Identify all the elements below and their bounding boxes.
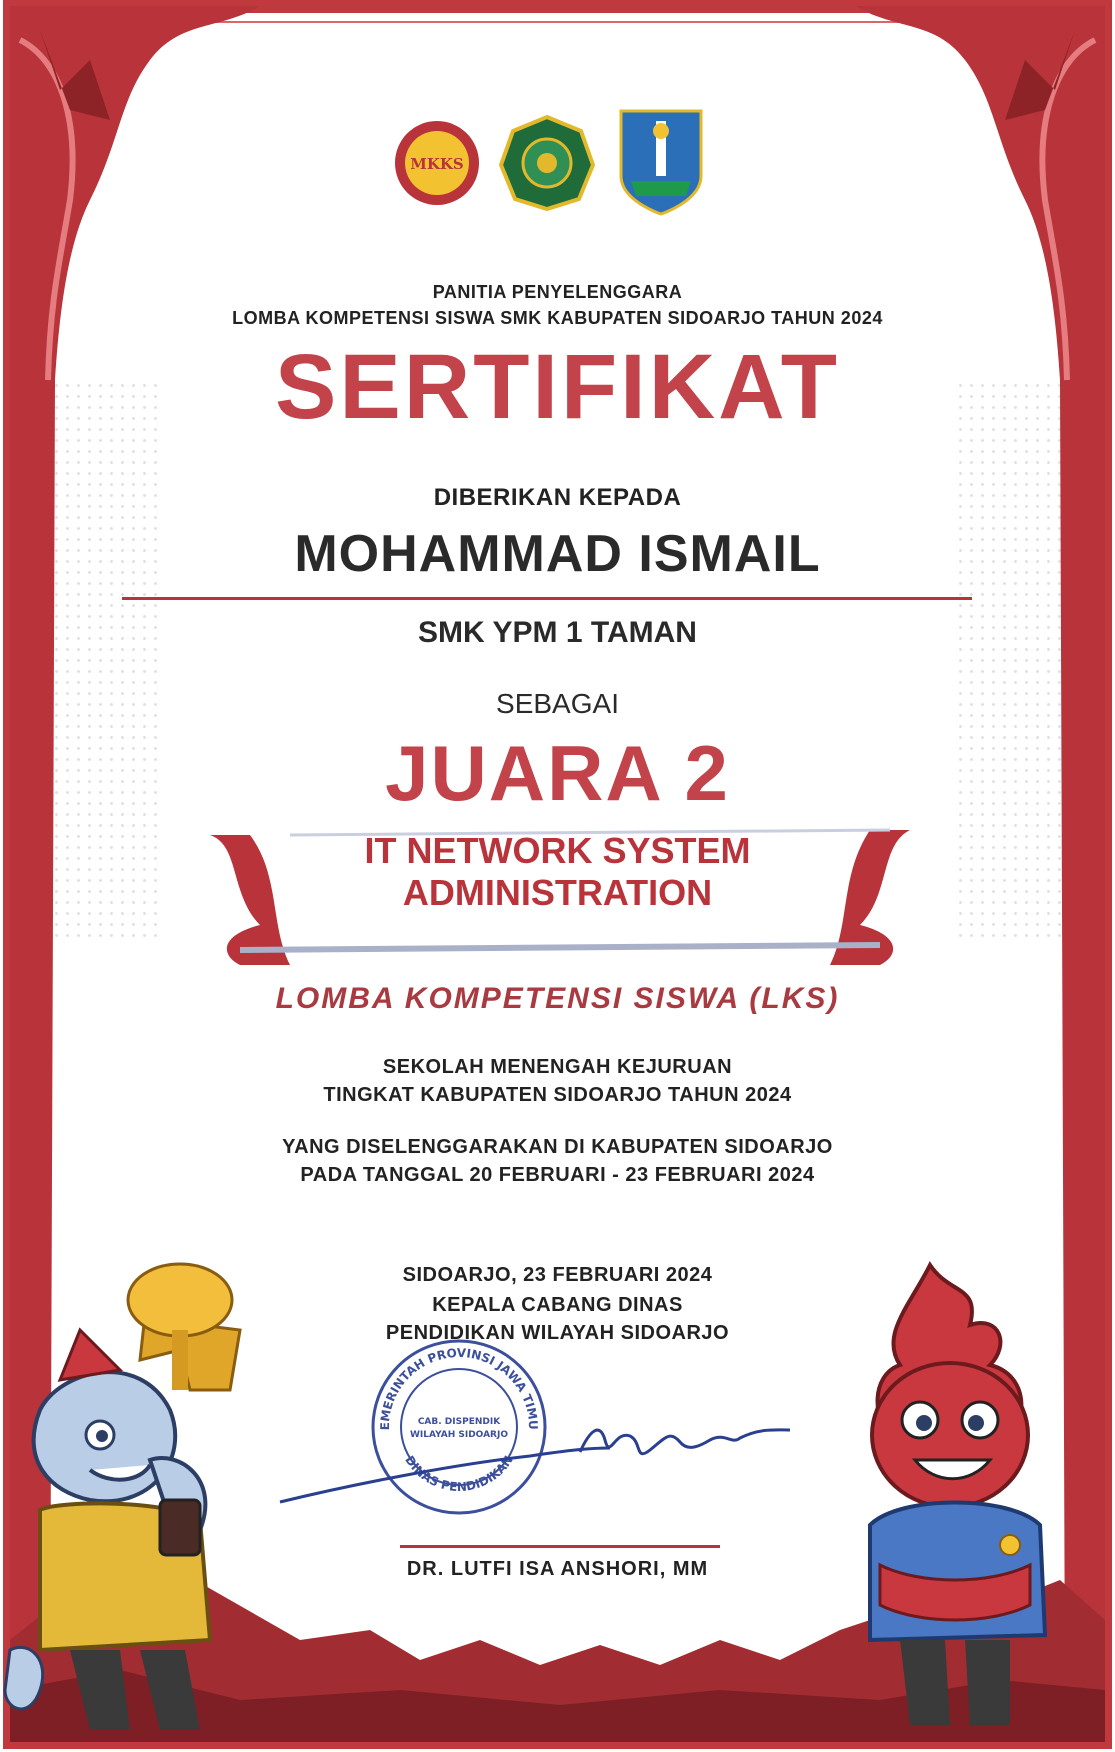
as-label: SEBAGAI — [496, 688, 619, 719]
stamp-center-2: WILAYAH SIDOARJO — [409, 1430, 509, 1440]
stamp-ring-bottom: DINAS PENDIDIKAN — [402, 1453, 516, 1495]
stamp-center-1: CAB. DISPENDIK — [417, 1417, 501, 1427]
mkks-logo-text: MKKS — [410, 155, 464, 173]
signature-line — [400, 1545, 720, 1548]
certificate-title: SERTIFIKAT — [275, 336, 840, 438]
stamp-ring-top: EMERINTAH PROVINSI JAWA TIMU — [377, 1345, 541, 1431]
venue-line-2: PADA TANGGAL 20 FEBRUARI - 23 FEBRUARI 2024 — [300, 1164, 815, 1186]
mascot-red-illustration — [840, 1255, 1080, 1725]
venue-line-1: YANG DISELENGGARAKAN DI KABUPATEN SIDOARJO — [282, 1136, 833, 1158]
organizer-line-1: PANITIA PENYELENGGARA — [432, 282, 683, 302]
field-line-1: IT NETWORK SYSTEM — [364, 830, 751, 871]
place-date: SIDOARJO, 23 FEBRUARI 2024 — [402, 1264, 713, 1286]
level-line-2: TINGKAT KABUPATEN SIDOARJO TAHUN 2024 — [323, 1084, 792, 1106]
field-line-2: ADMINISTRATION — [402, 872, 713, 913]
signer-title-line-2: PENDIDIKAN WILAYAH SIDOARJO — [385, 1322, 730, 1344]
school-name: SMK YPM 1 TAMAN — [418, 616, 697, 649]
recipient-name: MOHAMMAD ISMAIL — [294, 525, 821, 583]
name-underline — [122, 597, 972, 600]
competition-name: LOMBA KOMPETENSI SISWA (LKS) — [275, 982, 840, 1015]
signer-title-line-1: KEPALA CABANG DINAS — [432, 1294, 683, 1316]
signature-scribble — [270, 1390, 830, 1530]
level-line-1: SEKOLAH MENENGAH KEJURUAN — [382, 1056, 733, 1078]
jatim-logo — [616, 106, 706, 216]
rank-title: JUARA 2 — [385, 729, 730, 817]
signer-name: DR. LUTFI ISA ANSHORI, MM — [406, 1558, 709, 1580]
given-to-label: DIBERIKAN KEPADA — [433, 484, 682, 511]
organizer-line-2: LOMBA KOMPETENSI SISWA SMK KABUPATEN SIDOARJO TAHUN 2024 — [232, 308, 883, 328]
mascot-fish-illustration — [0, 1260, 300, 1730]
mkks-logo — [392, 118, 482, 208]
kemenag-logo — [497, 113, 597, 213]
